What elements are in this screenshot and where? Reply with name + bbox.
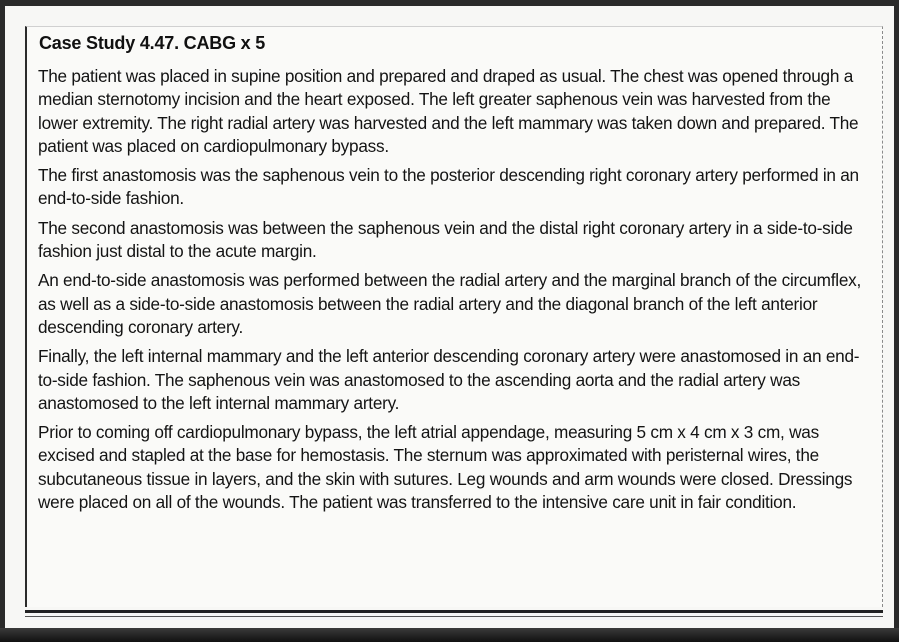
paragraph-second-anastomosis: The second anastomosis was between the saphenous vein and the distal right coronary artery in a side-to-side fashion just distal to the acute margin. <box>38 217 853 262</box>
paragraph-procedure-setup: The patient was placed in supine position and prepared and draped as usual. The chest was opened through a median sternotomy incision and the heart exposed. The left greater saphenous vein was harvested from the lower extremity. The right radial artery was harvested and the left mammary was taken down and prepared. The patient was placed on cardiopulmonary bypass. <box>38 66 859 156</box>
case-study-title: Case Study 4.47. CABG x 5 <box>39 33 266 53</box>
bottom-rule-thin <box>25 616 883 617</box>
paragraph-radial-anastomoses: An end-to-side anastomosis was performed between the radial artery and the marginal branch of the circumflex, as well as a side-to-side anastomosis between the radial artery and the diagonal branch of the left anterior descending coronary artery. <box>38 270 862 337</box>
case-study-body <box>38 65 874 520</box>
paper-sheet <box>5 6 894 628</box>
paragraph-first-anastomosis: The first anastomosis was the saphenous vein to the posterior descending right coronary artery performed in an end-to-side fashion. <box>38 165 859 209</box>
case-study-box <box>25 26 883 607</box>
paragraph-mammary-anastomosis: Finally, the left internal mammary and the left anterior descending coronary artery were anastomosed in an end-to-side fashion. The saphenous vein was anastomosed to the ascending aorta and the radial artery was anastomosed to the left internal mammary artery. <box>38 346 860 413</box>
paragraph-closure: Prior to coming off cardiopulmonary bypass, the left atrial appendage, measuring 5 cm x 4 cm x 3 cm, was excised and stapled at the base for hemostasis. The sternum was approximated with peristernal wires, the subcutaneous tissue in layers, and the skin with sutures. Leg wounds and arm wounds were closed. Dressings were placed on all of the wounds. The patient was transferred to the intensive care unit in fair condition. <box>38 422 853 513</box>
scan-edge <box>0 628 899 642</box>
bottom-rule <box>25 610 883 613</box>
